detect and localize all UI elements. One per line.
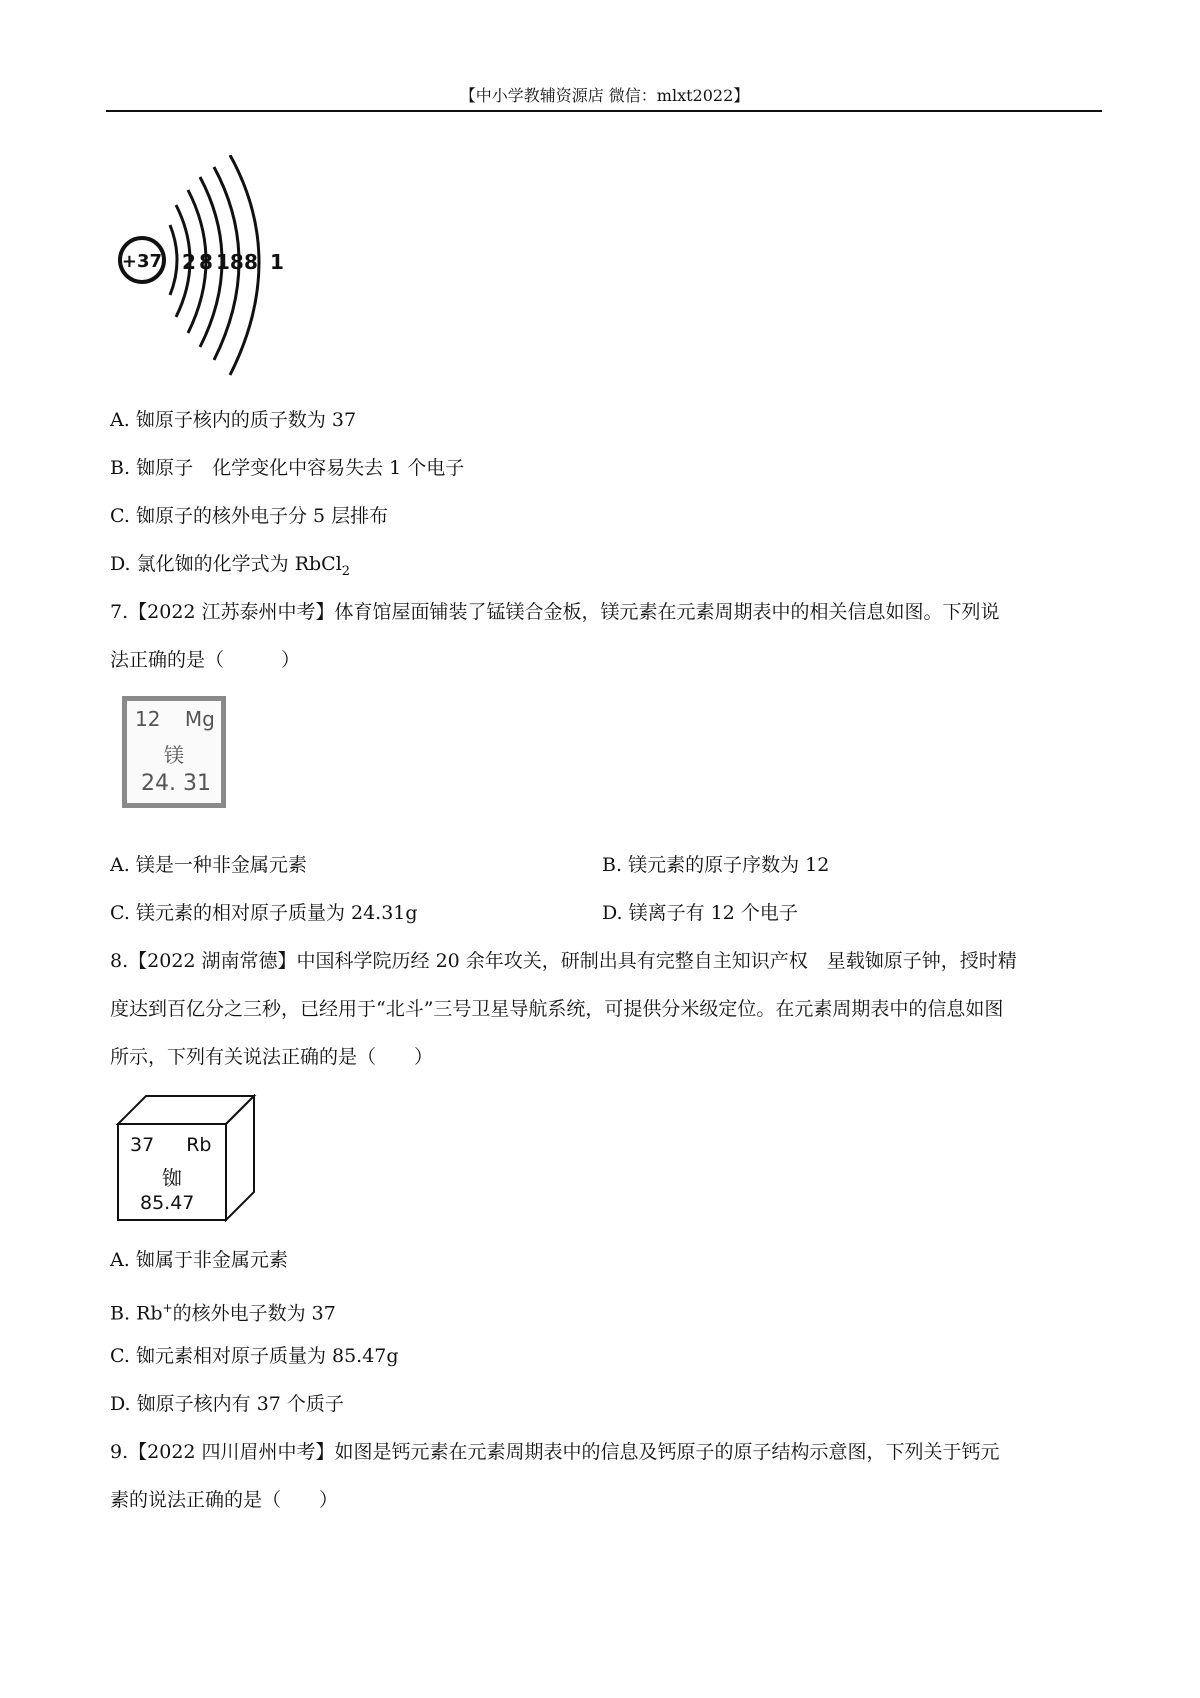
q7-option-c: C. 镁元素的相对原子质量为 24.31g bbox=[110, 902, 418, 924]
q8-option-b: B. Rb+的核外电子数为 37 bbox=[110, 1301, 336, 1325]
mg-chinese-name: 镁 bbox=[164, 743, 184, 767]
page-header: 【中小学教辅资源店 微信：mlxt2022】 bbox=[459, 86, 750, 105]
mg-symbol: Mg bbox=[184, 707, 215, 731]
q7-stem-line2: 法正确的是（ ） bbox=[110, 649, 301, 671]
rubidium-atom-structure-diagram bbox=[112, 155, 302, 395]
shell-4-electrons: 8 bbox=[244, 250, 258, 274]
q6-option-a: A. 铷原子核内的质子数为 37 bbox=[110, 409, 357, 431]
magnesium-element-tile bbox=[122, 696, 226, 808]
q9-stem-line2: 素的说法正确的是（ ） bbox=[110, 1489, 339, 1511]
shell-3-electrons: 18 bbox=[216, 250, 244, 274]
q7-option-d: D. 镁离子有 12 个电子 bbox=[602, 902, 798, 924]
shell-1-electrons: 2 bbox=[182, 250, 196, 274]
q8-number: 8. bbox=[110, 950, 129, 972]
q8-stem-line2: 度达到百亿分之三秒，已经用于“北斗”三号卫星导航系统，可提供分米级定位。在元素周期表中的信息如图 bbox=[110, 998, 1004, 1020]
rb-atomic-mass: 85.47 bbox=[140, 1192, 195, 1214]
q7-stem-line1: 7.【2022 江苏泰州中考】体育馆屋面铺装了锰镁合金板，镁元素在元素周期表中的相关信息如图。下列说 bbox=[110, 601, 1000, 623]
q6-option-b: B. 铷原子 化学变化中容易失去 1 个电子 bbox=[110, 457, 465, 479]
rb-atomic-number: 37 bbox=[130, 1134, 155, 1156]
q8-option-d: D. 铷原子核内有 37 个质子 bbox=[110, 1393, 344, 1415]
q8-option-a: A. 铷属于非金属元素 bbox=[110, 1249, 288, 1271]
q8-source-tag: 【2022 湖南常德】 bbox=[128, 950, 297, 972]
q9-number: 9. bbox=[110, 1441, 129, 1463]
q8-stem-line3: 所示，下列有关说法正确的是（ ） bbox=[110, 1046, 434, 1068]
q8-option-c: C. 铷元素相对原子质量为 85.47g bbox=[110, 1345, 399, 1367]
rb-chinese-name: 铷 bbox=[162, 1166, 182, 1190]
shell-5-electrons: 1 bbox=[270, 250, 284, 274]
shell-2-electrons: 8 bbox=[199, 250, 213, 274]
q9-source-tag: 【2022 四川眉州中考】 bbox=[128, 1441, 335, 1463]
q9-stem-line1: 9.【2022 四川眉州中考】如图是钙元素在元素周期表中的信息及钙原子的原子结构示意图，下列关于钙元 bbox=[110, 1441, 1000, 1463]
nucleus-charge: +37 bbox=[121, 251, 163, 272]
rb-tile-header bbox=[130, 1134, 212, 1156]
rb-symbol: Rb bbox=[186, 1134, 212, 1156]
q7-number: 7. bbox=[110, 601, 129, 623]
q7-source-tag: 【2022 江苏泰州中考】 bbox=[128, 601, 335, 623]
q8-stem-line1: 8.【2022 湖南常德】中国科学院历经 20 余年攻关，研制出具有完整自主知识产权 星载铷原子钟，授时精 bbox=[110, 950, 1017, 972]
mg-atomic-mass: 24. 31 bbox=[141, 771, 211, 796]
header-divider bbox=[106, 110, 1102, 112]
q7-option-a: A. 镁是一种非金属元素 bbox=[110, 854, 307, 876]
mg-atomic-number: 12 bbox=[135, 707, 161, 731]
q6-option-d: D. 氯化铷的化学式为 RbCl$_2$ bbox=[110, 553, 351, 579]
q7-option-b: B. 镁元素的原子序数为 12 bbox=[602, 854, 830, 876]
q6-option-c: C. 铷原子的核外电子分 5 层排布 bbox=[110, 505, 389, 527]
